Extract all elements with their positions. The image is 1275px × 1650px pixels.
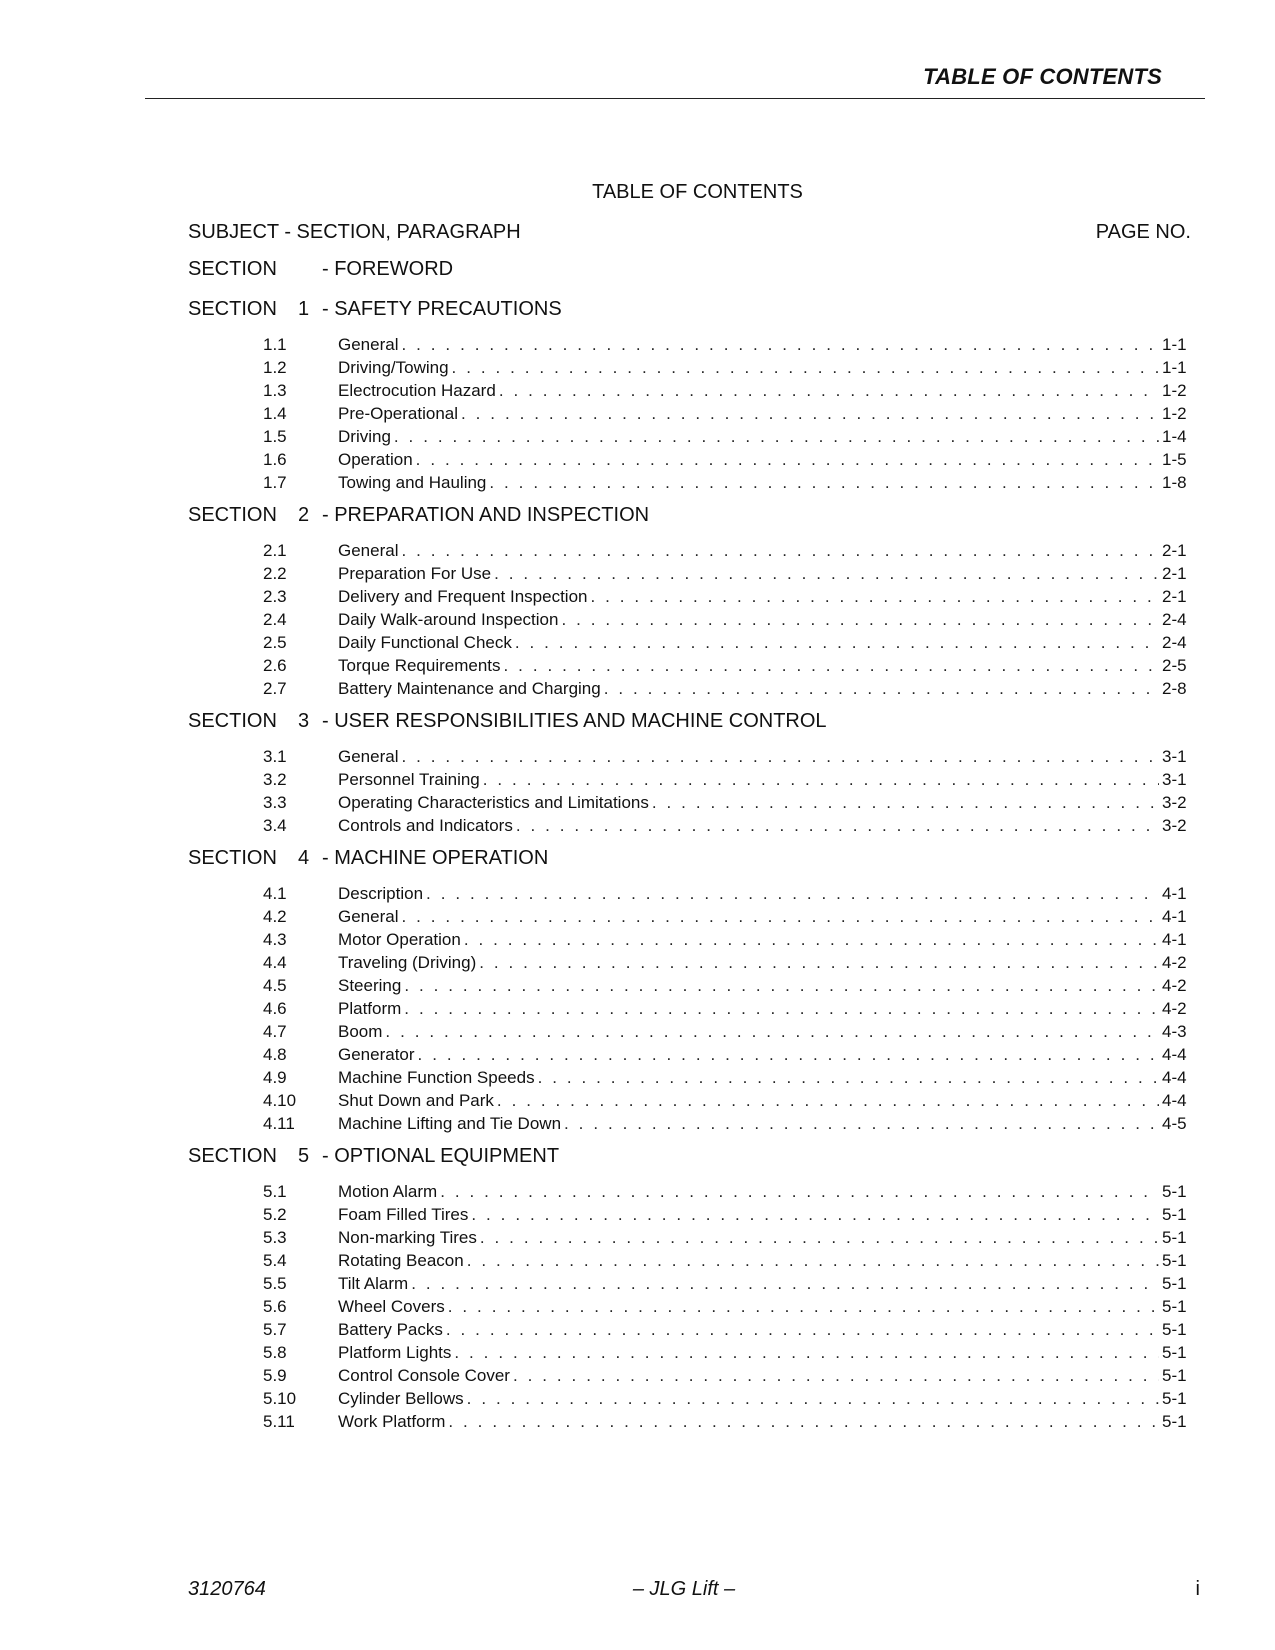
- dot-leader: [494, 564, 1159, 584]
- section-number: 5: [298, 1145, 310, 1167]
- section-title: - USER RESPONSIBILITIES AND MACHINE CONTROL: [322, 710, 827, 732]
- entry-page: 4-4: [1162, 1045, 1187, 1064]
- section-title: - SAFETY PRECAUTIONS: [322, 298, 562, 320]
- toc-entry[interactable]: [188, 427, 1198, 450]
- toc-section: [188, 710, 1198, 839]
- entry-number: 1.3: [263, 381, 287, 400]
- entry-page: 5-1: [1162, 1412, 1187, 1431]
- footer-publisher: – JLG Lift –: [632, 1578, 736, 1600]
- dot-leader: [448, 1297, 1159, 1317]
- toc-section: [188, 847, 1198, 1137]
- entry-page: 4-2: [1162, 976, 1187, 995]
- dot-leader: [426, 884, 1159, 904]
- section-title: - OPTIONAL EQUIPMENT: [322, 1145, 560, 1167]
- entry-title: Driving/Towing: [338, 358, 449, 377]
- dot-leader: [454, 1343, 1159, 1363]
- entry-number: 4.8: [263, 1045, 287, 1064]
- entry-page: 1-8: [1162, 473, 1187, 492]
- entry-title: Platform: [338, 999, 402, 1018]
- entry-page: 2-4: [1162, 633, 1187, 652]
- toc-entry[interactable]: [188, 1389, 1198, 1412]
- entry-title: Machine Function Speeds: [338, 1068, 535, 1087]
- entry-number: 4.6: [263, 999, 287, 1018]
- entry-title: Platform Lights: [338, 1343, 452, 1362]
- entry-number: 4.7: [263, 1022, 287, 1041]
- entry-number: 1.4: [263, 404, 287, 423]
- entry-title: Daily Functional Check: [338, 633, 512, 652]
- entry-title: Steering: [338, 976, 402, 995]
- page-number: i: [1195, 1578, 1200, 1600]
- section-title: - FOREWORD: [322, 258, 454, 280]
- entry-title: Battery Packs: [338, 1320, 443, 1339]
- toc-entry[interactable]: [188, 953, 1198, 976]
- entry-number: 4.4: [263, 953, 287, 972]
- toc-title: TABLE OF CONTENTS: [592, 181, 803, 203]
- section-label: SECTION: [188, 504, 277, 526]
- entry-number: 2.6: [263, 656, 287, 675]
- entry-number: 2.1: [263, 541, 287, 560]
- dot-leader: [483, 770, 1159, 790]
- toc-entry[interactable]: [188, 450, 1198, 473]
- dot-leader: [479, 953, 1159, 973]
- toc-entry[interactable]: [188, 656, 1198, 679]
- entry-number: 2.7: [263, 679, 287, 698]
- toc-entry[interactable]: [188, 1114, 1198, 1137]
- entry-page: 5-1: [1162, 1297, 1187, 1316]
- toc-entry[interactable]: [188, 335, 1198, 358]
- entry-title: General: [338, 335, 399, 354]
- entry-title: Operating Characteristics and Limitations: [338, 793, 649, 812]
- toc-section: [188, 298, 1198, 496]
- section-item-list: [188, 536, 1198, 702]
- header-rule: [145, 98, 1205, 99]
- entry-number: 4.1: [263, 884, 287, 903]
- entry-title: Shut Down and Park: [338, 1091, 494, 1110]
- toc-entry[interactable]: [188, 1022, 1198, 1045]
- entry-number: 2.2: [263, 564, 287, 583]
- dot-leader: [480, 1228, 1159, 1248]
- entry-page: 1-5: [1162, 450, 1187, 469]
- dot-leader: [416, 450, 1159, 470]
- dot-leader: [418, 1045, 1159, 1065]
- toc-entry[interactable]: [188, 381, 1198, 404]
- entry-title: Controls and Indicators: [338, 816, 513, 835]
- entry-page: 5-1: [1162, 1366, 1187, 1385]
- entry-number: 2.3: [263, 587, 287, 606]
- entry-title: Daily Walk-around Inspection: [338, 610, 559, 629]
- dot-leader: [401, 335, 1159, 355]
- entry-page: 5-1: [1162, 1389, 1187, 1408]
- entry-number: 5.11: [263, 1412, 295, 1431]
- section-heading[interactable]: [188, 298, 1198, 330]
- entry-page: 1-1: [1162, 335, 1187, 354]
- entry-page: 4-1: [1162, 930, 1187, 949]
- toc-entry[interactable]: [188, 633, 1198, 656]
- entry-page: 5-1: [1162, 1182, 1187, 1201]
- entry-page: 5-1: [1162, 1343, 1187, 1362]
- entry-number: 1.2: [263, 358, 287, 377]
- entry-title: Personnel Training: [338, 770, 480, 789]
- entry-title: Battery Maintenance and Charging: [338, 679, 601, 698]
- entry-number: 5.9: [263, 1366, 287, 1385]
- entry-number: 4.10: [263, 1091, 297, 1110]
- toc-section: [188, 1145, 1198, 1435]
- dot-leader: [561, 610, 1159, 630]
- dot-leader: [504, 656, 1159, 676]
- dot-leader: [564, 1114, 1159, 1134]
- entry-number: 5.2: [263, 1205, 287, 1224]
- toc-entry[interactable]: [188, 976, 1198, 999]
- dot-leader: [404, 976, 1159, 996]
- dot-leader: [652, 793, 1159, 813]
- entry-page: 3-2: [1162, 816, 1187, 835]
- toc-entry[interactable]: [188, 770, 1198, 793]
- dot-leader: [401, 747, 1159, 767]
- subject-column-header: SUBJECT - SECTION, PARAGRAPH: [188, 221, 521, 243]
- dot-leader: [452, 358, 1159, 378]
- entry-page: 4-3: [1162, 1022, 1187, 1041]
- entry-title: Operation: [338, 450, 413, 469]
- dot-leader: [404, 999, 1159, 1019]
- section-label: SECTION: [188, 1145, 277, 1167]
- entry-title: Tilt Alarm: [338, 1274, 409, 1293]
- entry-number: 4.2: [263, 907, 287, 926]
- entry-page: 5-1: [1162, 1320, 1187, 1339]
- page-footer: [188, 1578, 1200, 1601]
- dot-leader: [590, 587, 1159, 607]
- dot-leader: [440, 1182, 1159, 1202]
- page-column-header: PAGE NO.: [1095, 221, 1191, 243]
- toc-entry[interactable]: [188, 1297, 1198, 1320]
- entry-title: Motor Operation: [338, 930, 461, 949]
- entry-number: 3.3: [263, 793, 287, 812]
- entry-number: 2.5: [263, 633, 287, 652]
- dot-leader: [401, 907, 1159, 927]
- entry-number: 4.5: [263, 976, 287, 995]
- entry-number: 5.3: [263, 1228, 287, 1247]
- dot-leader: [489, 473, 1159, 493]
- entry-number: 2.4: [263, 610, 287, 629]
- running-header-title: TABLE OF CONTENTS: [923, 64, 1162, 89]
- entry-title: Motion Alarm: [338, 1182, 438, 1201]
- entry-number: 1.5: [263, 427, 287, 446]
- dot-leader: [467, 1389, 1159, 1409]
- dot-leader: [446, 1320, 1159, 1340]
- entry-title: Pre-Operational: [338, 404, 459, 423]
- toc-entry[interactable]: [188, 1205, 1198, 1228]
- entry-number: 1.7: [263, 473, 287, 492]
- toc-entry[interactable]: [188, 884, 1198, 907]
- entry-number: 5.1: [263, 1182, 287, 1201]
- toc-entry[interactable]: [188, 907, 1198, 930]
- entry-page: 4-5: [1162, 1114, 1187, 1133]
- entry-title: General: [338, 541, 399, 560]
- entry-page: 5-1: [1162, 1274, 1187, 1293]
- entry-title: Delivery and Frequent Inspection: [338, 587, 588, 606]
- toc-entry[interactable]: [188, 358, 1198, 381]
- toc-entry[interactable]: [188, 1274, 1198, 1297]
- entry-number: 5.6: [263, 1297, 287, 1316]
- entry-page: 1-1: [1162, 358, 1187, 377]
- entry-title: Electrocution Hazard: [338, 381, 496, 400]
- entry-title: Towing and Hauling: [338, 473, 487, 492]
- entry-page: 2-4: [1162, 610, 1187, 629]
- entry-page: 5-1: [1162, 1205, 1187, 1224]
- section-item-list: [188, 330, 1198, 496]
- toc-entry[interactable]: [188, 1366, 1198, 1389]
- dot-leader: [467, 1251, 1159, 1271]
- entry-number: 3.2: [263, 770, 287, 789]
- entry-page: 5-1: [1162, 1251, 1187, 1270]
- entry-title: Non-marking Tires: [338, 1228, 477, 1247]
- entry-title: Foam Filled Tires: [338, 1205, 469, 1224]
- dot-leader: [448, 1412, 1159, 1432]
- section-heading[interactable]: [188, 504, 1198, 536]
- dot-leader: [604, 679, 1159, 699]
- entry-page: 4-1: [1162, 884, 1187, 903]
- document-number: 3120764: [188, 1578, 266, 1600]
- entry-title: General: [338, 907, 399, 926]
- toc-entry[interactable]: [188, 1045, 1198, 1068]
- entry-title: Control Console Cover: [338, 1366, 510, 1385]
- entry-title: Rotating Beacon: [338, 1251, 464, 1270]
- dot-leader: [497, 1091, 1159, 1111]
- entry-page: 4-2: [1162, 999, 1187, 1018]
- entry-number: 1.1: [263, 335, 287, 354]
- column-headers: [188, 221, 1191, 244]
- toc-entry[interactable]: [188, 1412, 1198, 1435]
- entry-page: 3-1: [1162, 770, 1187, 789]
- entry-number: 3.4: [263, 816, 287, 835]
- toc-entry[interactable]: [188, 404, 1198, 427]
- dot-leader: [411, 1274, 1159, 1294]
- section-heading[interactable]: [188, 710, 1198, 742]
- entry-page: 3-1: [1162, 747, 1187, 766]
- entry-title: Work Platform: [338, 1412, 446, 1431]
- section-label: SECTION: [188, 847, 277, 869]
- entry-number: 4.3: [263, 930, 287, 949]
- toc-entry[interactable]: [188, 1320, 1198, 1343]
- dot-leader: [394, 427, 1159, 447]
- entry-page: 1-2: [1162, 404, 1187, 423]
- toc-entry[interactable]: [188, 930, 1198, 953]
- entry-page: 2-1: [1162, 587, 1187, 606]
- entry-number: 5.8: [263, 1343, 287, 1362]
- entry-page: 1-2: [1162, 381, 1187, 400]
- entry-title: Cylinder Bellows: [338, 1389, 464, 1408]
- dot-leader: [385, 1022, 1159, 1042]
- toc-entry[interactable]: [188, 1343, 1198, 1366]
- entry-page: 2-5: [1162, 656, 1187, 675]
- dot-leader: [471, 1205, 1159, 1225]
- entry-title: General: [338, 747, 399, 766]
- section-item-list: [188, 742, 1198, 839]
- toc-entry[interactable]: [188, 1251, 1198, 1274]
- entry-page: 3-2: [1162, 793, 1187, 812]
- toc-sections: [188, 258, 1198, 1443]
- entry-number: 3.1: [263, 747, 287, 766]
- section-heading[interactable]: [188, 1145, 1198, 1177]
- section-item-list: [188, 1177, 1198, 1435]
- entry-title: Boom: [338, 1022, 383, 1041]
- toc-entry[interactable]: [188, 1068, 1198, 1091]
- dot-leader: [499, 381, 1159, 401]
- section-label: SECTION: [188, 710, 277, 732]
- toc-section: [188, 504, 1198, 702]
- entry-title: Preparation For Use: [338, 564, 492, 583]
- entry-title: Driving: [338, 427, 391, 446]
- section-number: 1: [298, 298, 310, 320]
- toc-entry[interactable]: [188, 793, 1198, 816]
- toc-entry[interactable]: [188, 1182, 1198, 1205]
- toc-entry[interactable]: [188, 587, 1198, 610]
- toc-entry[interactable]: [188, 1091, 1198, 1114]
- section-number: 2: [298, 504, 310, 526]
- entry-page: 2-1: [1162, 564, 1187, 583]
- toc-entry[interactable]: [188, 610, 1198, 633]
- entry-page: 4-2: [1162, 953, 1187, 972]
- entry-number: 4.9: [263, 1068, 287, 1087]
- entry-page: 1-4: [1162, 427, 1187, 446]
- entry-number: 1.6: [263, 450, 287, 469]
- entry-title: Description: [338, 884, 424, 903]
- entry-title: Wheel Covers: [338, 1297, 445, 1316]
- entry-title: Generator: [338, 1045, 415, 1064]
- dot-leader: [515, 633, 1159, 653]
- section-heading[interactable]: [188, 847, 1198, 879]
- section-title: - MACHINE OPERATION: [322, 847, 549, 869]
- toc-entry[interactable]: [188, 1228, 1198, 1251]
- dot-leader: [401, 541, 1159, 561]
- dot-leader: [516, 816, 1159, 836]
- entry-page: 2-8: [1162, 679, 1187, 698]
- dot-leader: [513, 1366, 1159, 1386]
- section-heading[interactable]: [188, 258, 1198, 290]
- section-label: SECTION: [188, 298, 277, 320]
- entry-number: 5.7: [263, 1320, 287, 1339]
- toc-entry[interactable]: [188, 541, 1198, 564]
- section-item-list: [188, 879, 1198, 1137]
- entry-page: 4-4: [1162, 1068, 1187, 1087]
- section-number: 4: [298, 847, 310, 869]
- toc-entry[interactable]: [188, 816, 1198, 839]
- toc-section: [188, 258, 1198, 290]
- entry-title: Machine Lifting and Tie Down: [338, 1114, 562, 1133]
- dot-leader: [461, 404, 1159, 424]
- entry-title: Torque Requirements: [338, 656, 501, 675]
- toc-entry[interactable]: [188, 564, 1198, 587]
- entry-page: 4-1: [1162, 907, 1187, 926]
- entry-number: 5.5: [263, 1274, 287, 1293]
- dot-leader: [538, 1068, 1159, 1088]
- toc-entry[interactable]: [188, 999, 1198, 1022]
- toc-entry[interactable]: [188, 747, 1198, 770]
- entry-page: 2-1: [1162, 541, 1187, 560]
- section-label: SECTION: [188, 258, 277, 280]
- dot-leader: [464, 930, 1159, 950]
- toc-entry[interactable]: [188, 679, 1198, 702]
- section-number: 3: [298, 710, 310, 732]
- entry-page: 5-1: [1162, 1228, 1187, 1247]
- entry-title: Traveling (Driving): [338, 953, 477, 972]
- entry-number: 5.4: [263, 1251, 287, 1270]
- entry-number: 5.10: [263, 1389, 297, 1408]
- entry-number: 4.11: [263, 1114, 295, 1133]
- entry-page: 4-4: [1162, 1091, 1187, 1110]
- section-title: - PREPARATION AND INSPECTION: [322, 504, 650, 526]
- toc-entry[interactable]: [188, 473, 1198, 496]
